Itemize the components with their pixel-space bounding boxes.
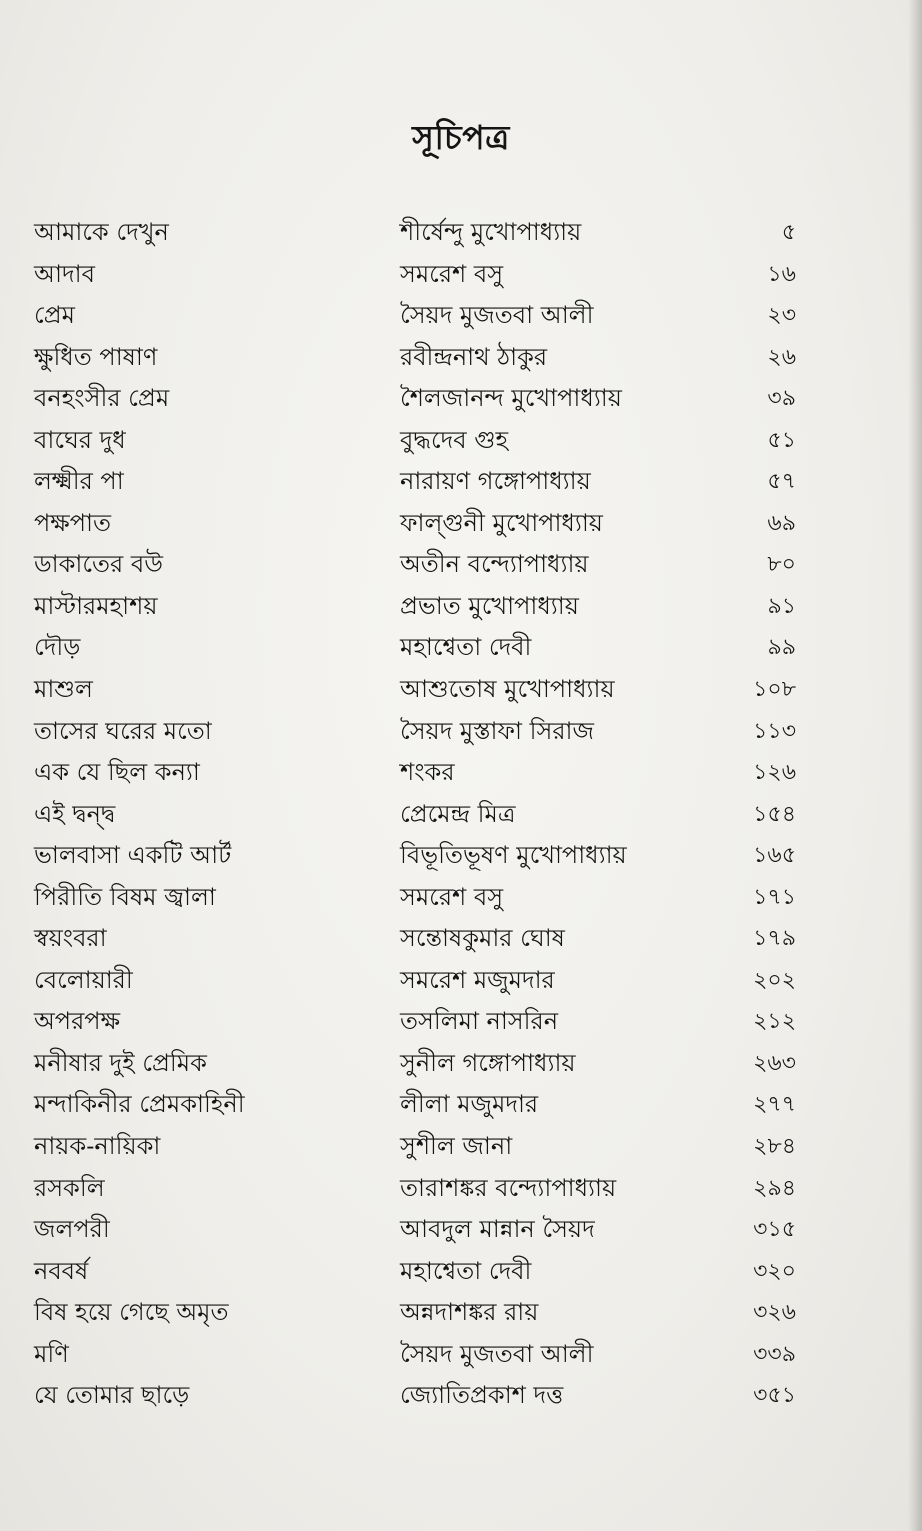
toc-row — [0, 1001, 922, 1043]
author-name: শংকর — [400, 758, 455, 787]
page-number: ৩৩৯ — [753, 1341, 796, 1367]
author-name: জ্যোতিপ্রকাশ দত্ত — [400, 1381, 564, 1410]
page-number: ৫৭ — [767, 469, 796, 495]
table-of-contents — [0, 212, 922, 1417]
author-name: সমরেশ বসু — [400, 259, 504, 288]
story-title: বনহংসীর প্রেম — [34, 384, 170, 413]
toc-row — [0, 835, 922, 877]
author-name: বুদ্ধদেব গুহ — [400, 425, 509, 454]
toc-row — [0, 1334, 922, 1376]
page-number: ৯৯ — [767, 635, 796, 661]
toc-row — [0, 544, 922, 586]
page-number: ১২৬ — [753, 760, 796, 786]
author-name: সমরেশ বসু — [400, 882, 504, 911]
page-number: ৩২৬ — [753, 1300, 796, 1326]
toc-row — [0, 1292, 922, 1334]
page-number: ৩৯ — [767, 386, 796, 412]
page-number: ২৬৩ — [753, 1050, 796, 1076]
author-name: সন্তোষকুমার ঘোষ — [400, 924, 565, 953]
story-title: আদাব — [34, 259, 95, 288]
page-number: ৫ — [781, 220, 796, 245]
author-name: অন্নদাশঙ্কর রায় — [400, 1298, 539, 1327]
author-name: মহাশ্বেতা দেবী — [400, 1256, 532, 1285]
toc-row — [0, 1126, 922, 1168]
author-name: রবীন্দ্রনাথ ঠাকুর — [400, 342, 548, 371]
story-title: পক্ষপাত — [34, 508, 111, 537]
story-title: পিরীতি বিষম জ্বালা — [34, 882, 216, 911]
story-title: প্রেম — [34, 301, 75, 330]
page-number: ১৭১ — [753, 884, 796, 910]
toc-row — [0, 1209, 922, 1251]
page-number: ২৯৪ — [753, 1175, 796, 1201]
toc-row — [0, 254, 922, 296]
author-name: তারাশঙ্কর বন্দ্যোপাধ্যায় — [400, 1173, 617, 1202]
page-number: ৩২০ — [753, 1258, 796, 1284]
author-name: সৈয়দ মুজতবা আলী — [400, 1339, 594, 1368]
author-name: অতীন বন্দ্যোপাধ্যায় — [400, 550, 589, 579]
story-title: দৌড় — [34, 633, 81, 662]
page-number: ২১২ — [753, 1009, 796, 1035]
story-title: বেলোয়ারী — [34, 965, 133, 994]
page-number: ২৩ — [767, 303, 796, 329]
story-title: বিষ হয়ে গেছে অমৃত — [34, 1298, 229, 1327]
author-name: শীর্ষেন্দু মুখোপাধ্যায় — [400, 218, 582, 246]
page-number: ১৫৪ — [753, 801, 796, 827]
toc-row — [0, 1084, 922, 1126]
page-number: ১০৮ — [753, 677, 796, 703]
toc-row — [0, 1168, 922, 1210]
toc-row — [0, 378, 922, 420]
binding-shadow — [908, 0, 922, 1531]
toc-row — [0, 794, 922, 836]
story-title: অপরপক্ষ — [34, 1007, 121, 1036]
toc-row — [0, 960, 922, 1002]
toc-row — [0, 669, 922, 711]
toc-row — [0, 877, 922, 919]
toc-row — [0, 586, 922, 628]
toc-row — [0, 295, 922, 337]
toc-row — [0, 1375, 922, 1417]
author-name: সৈয়দ মুস্তাফা সিরাজ — [400, 716, 594, 745]
author-name: আশুতোষ মুখোপাধ্যায় — [400, 675, 615, 704]
story-title: বাঘের দুধ — [34, 425, 126, 454]
story-title: লক্ষ্মীর পা — [34, 467, 124, 496]
page-number: ১৬৫ — [753, 843, 796, 869]
page-number: ২৬ — [767, 344, 796, 370]
toc-row — [0, 752, 922, 794]
author-name: প্রভাত মুখোপাধ্যায় — [400, 591, 579, 620]
story-title: নায়ক-নায়িকা — [34, 1132, 161, 1161]
page-number: ১১৩ — [753, 718, 796, 744]
author-name: তসলিমা নাসরিন — [400, 1007, 559, 1036]
page-number: ৮০ — [767, 552, 796, 578]
story-title: মাস্টারমহাশয় — [34, 591, 158, 620]
story-title: তাসের ঘরের মতো — [34, 716, 212, 745]
story-title: মনীষার দুই প্রেমিক — [34, 1048, 207, 1077]
page-number: ২৮৪ — [753, 1134, 796, 1160]
page-number: ৩১৫ — [753, 1217, 796, 1243]
toc-row — [0, 461, 922, 503]
author-name: মহাশ্বেতা দেবী — [400, 633, 532, 662]
toc-row — [0, 1043, 922, 1085]
toc-row — [0, 337, 922, 379]
author-name: আবদুল মান্নান সৈয়দ — [400, 1215, 595, 1244]
page-title: সূচিপত্র — [412, 118, 510, 157]
author-name: ফাল্গুনী মুখোপাধ্যায় — [400, 508, 603, 537]
page-number: ২০২ — [753, 967, 796, 993]
story-title: আমাকে দেখুন — [34, 218, 169, 246]
toc-row — [0, 1251, 922, 1293]
author-name: সমরেশ মজুমদার — [400, 965, 555, 994]
story-title: যে তোমার ছাড়ে — [34, 1381, 190, 1410]
page-number: ১৭৯ — [753, 926, 796, 952]
story-title: রসকলি — [34, 1173, 105, 1202]
page-number: ৫১ — [767, 427, 796, 453]
author-name: বিভূতিভূষণ মুখোপাধ্যায় — [400, 841, 627, 870]
author-name: শৈলজানন্দ মুখোপাধ্যায় — [400, 384, 622, 413]
story-title: মন্দাকিনীর প্রেমকাহিনী — [34, 1090, 245, 1119]
story-title: মণি — [34, 1339, 69, 1368]
author-name: নারায়ণ গঙ্গোপাধ্যায় — [400, 467, 591, 496]
story-title: ক্ষুধিত পাষাণ — [34, 342, 158, 371]
author-name: প্রেমেন্দ্র মিত্র — [400, 799, 516, 828]
author-name: সুশীল জানা — [400, 1132, 513, 1161]
story-title: এই দ্বন্দ্ব — [34, 799, 116, 828]
page-number: ৩৫১ — [753, 1383, 796, 1409]
page-number: ২৭৭ — [753, 1092, 796, 1118]
story-title: জলপরী — [34, 1215, 110, 1244]
story-title: ভালবাসা একটি আর্ট — [34, 841, 232, 870]
story-title: ডাকাতের বউ — [34, 550, 163, 579]
toc-row — [0, 627, 922, 669]
toc-row — [0, 918, 922, 960]
author-name: সৈয়দ মুজতবা আলী — [400, 301, 594, 330]
toc-row — [0, 711, 922, 753]
author-name: সুনীল গঙ্গোপাধ্যায় — [400, 1048, 576, 1077]
toc-row — [0, 503, 922, 545]
page-number: ৬৯ — [767, 510, 796, 536]
story-title: স্বয়ংবরা — [34, 924, 107, 953]
story-title: নববর্ষ — [34, 1256, 89, 1285]
author-name: লীলা মজুমদার — [400, 1090, 539, 1119]
story-title: মাশুল — [34, 675, 93, 704]
story-title: এক যে ছিল কন্যা — [34, 758, 200, 787]
page-number: ৯১ — [767, 593, 796, 619]
toc-row — [0, 212, 922, 254]
page-number: ১৬ — [767, 261, 796, 287]
toc-row — [0, 420, 922, 462]
